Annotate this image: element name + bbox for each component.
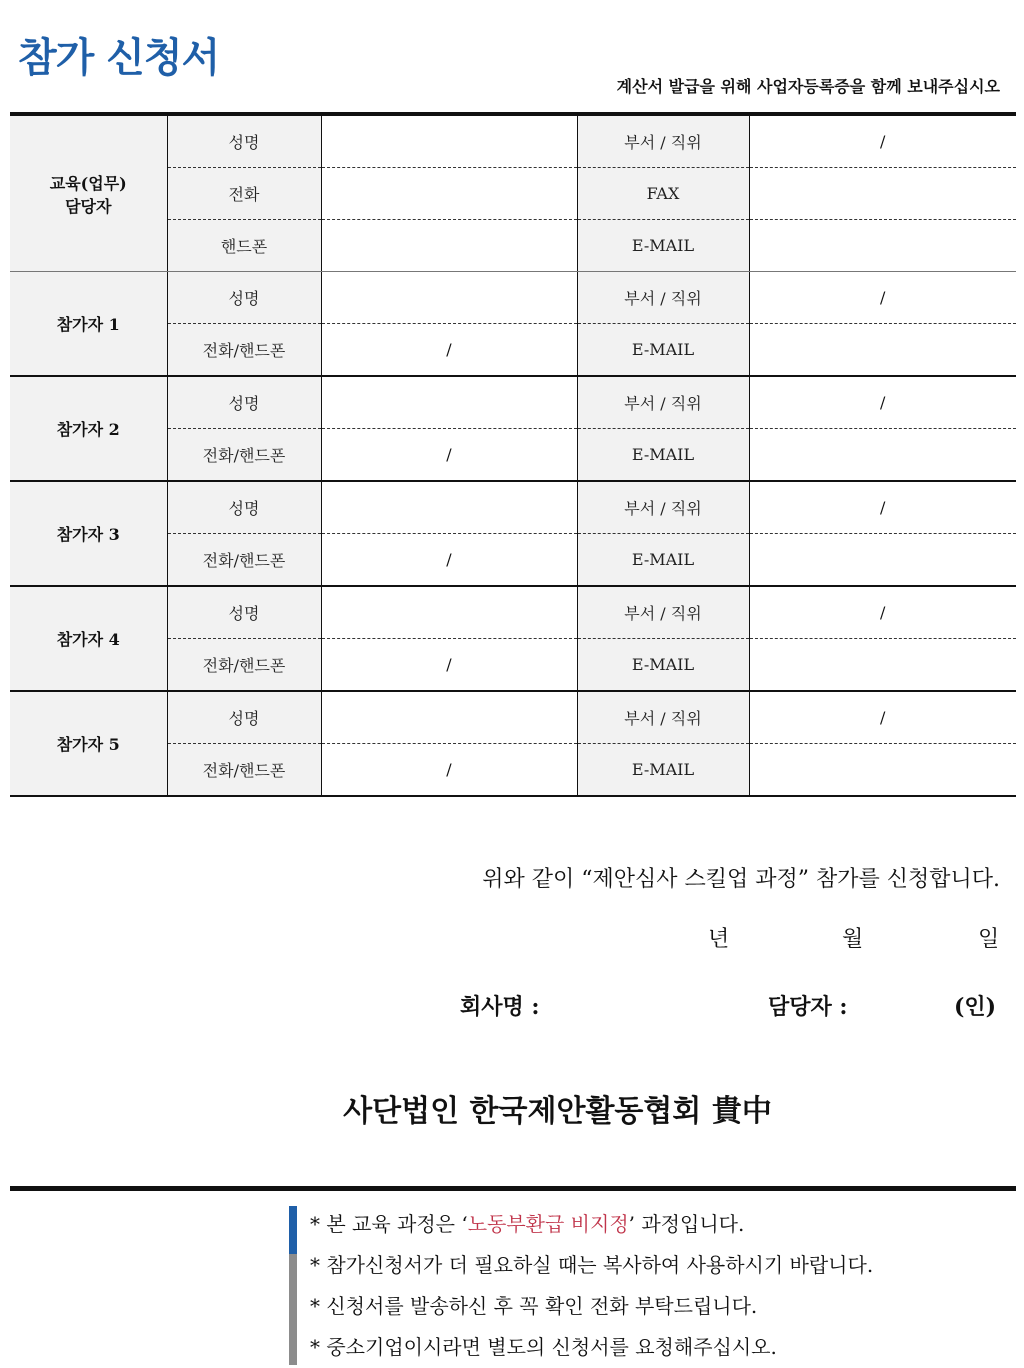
contact-row [10,116,1016,168]
dept-position-label: 부서 / 직위 [577,116,749,168]
participant-row [10,691,1016,744]
participant-2-name-field[interactable] [321,376,577,429]
contact-phone-field[interactable] [321,168,577,220]
note-item-3: * 신청서를 발송하신 후 꼭 확인 전화 부탁드립니다. [310,1294,758,1318]
participant-2-dept-field[interactable]: / [749,376,1016,429]
mobile-label: 핸드폰 [167,220,321,272]
email-label: E-MAIL [577,534,749,587]
dept-position-label: 부서 / 직위 [577,481,749,534]
contact-dept-position-field[interactable]: / [749,116,1016,168]
note-1-prefix: * 본 교육 과정은 ‘ [310,1212,468,1236]
notes-list [310,1204,873,1368]
company-name-label: 회사명 : [460,994,540,1020]
participant-1-label: 참가자 1 [10,272,167,377]
participant-1-dept-field[interactable]: / [749,272,1016,324]
dept-position-label: 부서 / 직위 [577,586,749,639]
participant-2-label: 참가자 2 [10,376,167,481]
participant-1-phone-field[interactable]: / [321,324,577,377]
contact-email-field[interactable] [749,220,1016,272]
phone-mobile-label: 전화/핸드폰 [167,534,321,587]
date-day-label: 일 [978,927,1000,952]
name-label: 성명 [167,481,321,534]
notes-accent-bar [289,1206,297,1254]
note-item-4: * 중소기업이시라면 별도의 신청서를 요청해주십시오. [310,1335,777,1359]
name-label: 성명 [167,691,321,744]
seal-mark: (인) [954,994,997,1020]
participant-3-label: 참가자 3 [10,481,167,586]
name-label: 성명 [167,376,321,429]
phone-mobile-label: 전화/핸드폰 [167,639,321,692]
participant-4-label: 참가자 4 [10,586,167,691]
participant-row [10,586,1016,639]
email-label: E-MAIL [577,324,749,377]
declaration-text: 위와 같이 “제안심사 스킬업 과정” 참가를 신청합니다. [482,867,1000,892]
participant-5-label: 참가자 5 [10,691,167,796]
contact-fax-field[interactable] [749,168,1016,220]
participant-3-phone-field[interactable]: / [321,534,577,587]
contact-group-text: 교육(업무) 담당자 [49,173,127,216]
dept-position-label: 부서 / 직위 [577,691,749,744]
name-label: 성명 [167,586,321,639]
note-item-1 [310,1204,873,1245]
note-1-highlight: 노동부환급 비지정 [467,1212,629,1236]
tax-invoice-notice: 계산서 발급을 위해 사업자등록증을 함께 보내주십시오 [616,77,1000,96]
participant-5-dept-field[interactable]: / [749,691,1016,744]
phone-mobile-label: 전화/핸드폰 [167,429,321,482]
page-title: 참가 신청서 [18,35,220,81]
participant-5-phone-field[interactable]: / [321,744,577,797]
participant-row [10,272,1016,324]
contact-group-label [10,116,167,272]
note-1-suffix: ’ 과정입니다. [628,1212,745,1236]
application-form-table [10,116,1016,797]
participant-3-name-field[interactable] [321,481,577,534]
participant-3-dept-field[interactable]: / [749,481,1016,534]
participant-1-email-field[interactable] [749,324,1016,377]
dept-position-label: 부서 / 직위 [577,376,749,429]
participant-4-dept-field[interactable]: / [749,586,1016,639]
name-label: 성명 [167,272,321,324]
phone-mobile-label: 전화/핸드폰 [167,324,321,377]
phone-mobile-label: 전화/핸드폰 [167,744,321,797]
email-label: E-MAIL [577,744,749,797]
email-label: E-MAIL [577,220,749,272]
participant-4-phone-field[interactable]: / [321,639,577,692]
contact-mobile-field[interactable] [321,220,577,272]
date-month-label: 월 [842,927,864,952]
participant-2-phone-field[interactable]: / [321,429,577,482]
bottom-divider [10,1186,1016,1191]
recipient-organization: 사단법인 한국제안활동협회 貴中 [343,1094,772,1129]
notes-side-bar [289,1254,297,1365]
note-item-2: * 참가신청서가 더 필요하실 때는 복사하여 사용하시기 바랍니다. [310,1253,874,1277]
participant-3-email-field[interactable] [749,534,1016,587]
participant-4-name-field[interactable] [321,586,577,639]
participant-5-email-field[interactable] [749,744,1016,797]
email-label: E-MAIL [577,429,749,482]
dept-position-label: 부서 / 직위 [577,272,749,324]
fax-label: FAX [577,168,749,220]
email-label: E-MAIL [577,639,749,692]
name-label: 성명 [167,116,321,168]
participant-row [10,481,1016,534]
participant-row [10,376,1016,429]
participant-5-name-field[interactable] [321,691,577,744]
date-year-label: 년 [708,927,730,952]
participant-2-email-field[interactable] [749,429,1016,482]
participant-1-name-field[interactable] [321,272,577,324]
participant-4-email-field[interactable] [749,639,1016,692]
contact-name-field[interactable] [321,116,577,168]
phone-label: 전화 [167,168,321,220]
manager-label: 담당자 : [768,994,848,1020]
